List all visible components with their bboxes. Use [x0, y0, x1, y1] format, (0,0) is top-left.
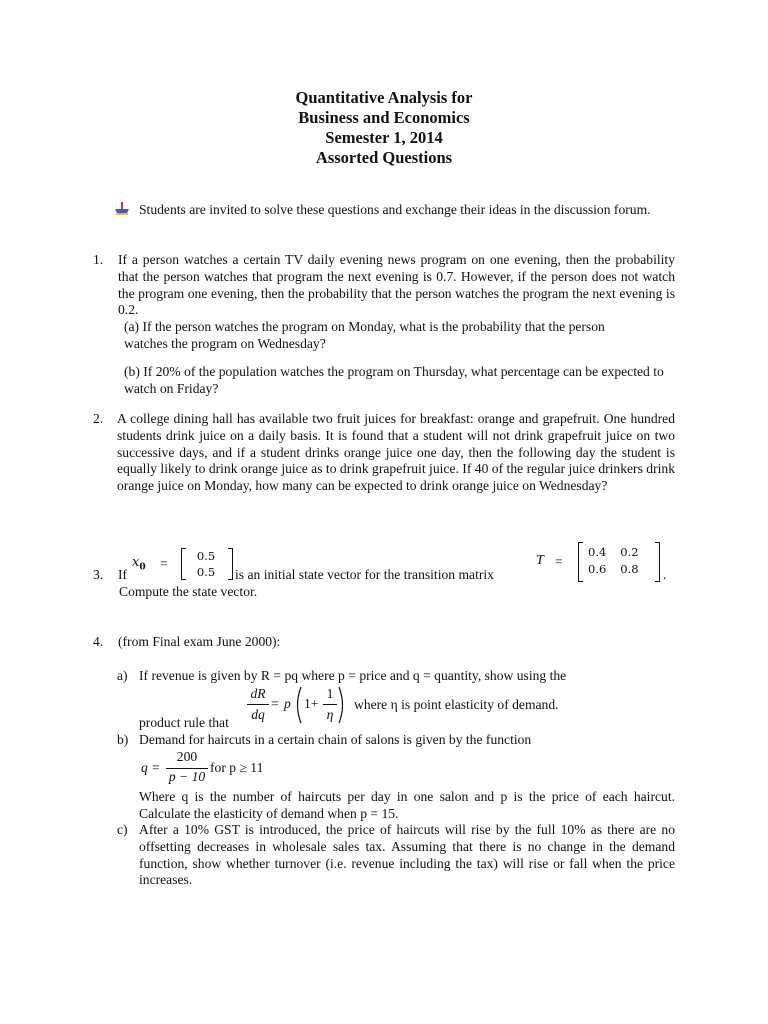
q1-text: If a person watches a certain TV daily evening news program on one evening, then the probability that the person watches that program the next evening is 0.7. However, if the person does not watch the program one evening, then the probability that the person watches the program the next evening is 0.2.: [118, 252, 675, 318]
q2-number: 2.: [93, 411, 104, 426]
document-title: [0, 88, 768, 168]
q4a-text: If revenue is given by R = pq where p = price and q = quantity, show using the: [139, 668, 567, 683]
q4b-text2: Where q is the number of haircuts per day in one salon and p is the price of each haircut. Calculate the elasticity of demand when p = 15.: [139, 789, 675, 821]
q4a-tail: product rule that: [139, 715, 229, 730]
q4c-text: After a 10% GST is introduced, the price of haircuts will rise by the full 10% as there are no offsetting decreases in wholesale sales tax. Assuming that there is no change in the demand function, show whether turnover (i.e. revenue including the tax) will rise or fall when the price increases.: [139, 822, 675, 888]
title-line-3: Semester 1, 2014: [325, 128, 443, 147]
q1-part-b: (b) If 20% of the population watches the program on Thursday, what percentage can be expected to watch on Friday?: [124, 364, 664, 396]
t-right-bracket: [655, 542, 660, 582]
title-line-1: Quantitative Analysis for: [295, 88, 473, 107]
q4-heading: (from Final exam June 2000):: [118, 634, 281, 649]
t-left-bracket: [578, 542, 583, 582]
q4a-inner-den: η: [326, 707, 334, 722]
q4b-numerator: 200: [176, 749, 198, 764]
q4a-dr: dR: [250, 686, 266, 701]
q3-x0-equals: =: [160, 556, 168, 571]
t-matrix: [588, 544, 639, 578]
q4b-denominator: p − 10: [168, 769, 206, 784]
q4a-fraction-bar: [247, 704, 269, 705]
q3-number: 3.: [93, 567, 104, 582]
q4b-text: Demand for haircuts in a certain chain of salons is given by the function: [139, 732, 532, 747]
q3-x0: $x_0$: [132, 555, 146, 573]
q4a-p: p: [284, 696, 291, 711]
q3-if: If: [118, 567, 128, 582]
bullet-pointer-icon: [114, 201, 130, 217]
q4c-label: c): [117, 822, 128, 837]
q4a-left-paren: [294, 686, 302, 724]
x0-left-bracket: [181, 548, 186, 580]
q1-part-a: (a) If the person watches the program on Monday, what is the probability that the person watches the program on Wednesday?: [124, 319, 605, 351]
q1-number: 1.: [93, 252, 104, 267]
q4-number: 4.: [93, 634, 104, 649]
q3-line2: Compute the state vector.: [119, 584, 258, 599]
q4a-equals: =: [271, 696, 279, 711]
x0-right-bracket: [228, 548, 233, 580]
q4a-where: where η is point elasticity of demand.: [354, 697, 559, 712]
t-matrix-cell: 0.2: [620, 545, 639, 559]
q3-t-equals: =: [555, 554, 563, 569]
q4a-dq: dq: [251, 707, 265, 722]
intro-text: Students are invited to solve these questions and exchange their ideas in the discussion forum.: [139, 202, 651, 217]
q4a-inner-bar: [323, 704, 337, 705]
t-matrix-cell: 0.4: [588, 545, 607, 559]
q3-middle-text: is an initial state vector for the transition matrix: [235, 567, 494, 582]
x0-vector: [191, 548, 221, 580]
q4b-q: q: [141, 760, 148, 775]
x0-vector-entry: 0.5: [196, 549, 216, 563]
q4b-condition: for p ≥ 11: [210, 760, 264, 775]
title-line-2: Business and Economics: [298, 108, 470, 127]
x0-vector-entry: 0.5: [196, 565, 216, 579]
q4a-label: a): [117, 668, 128, 683]
q4a-one-plus: 1+: [304, 696, 319, 711]
q4b-equals: =: [152, 760, 160, 775]
q4a-right-paren: [338, 686, 346, 724]
q2-text: A college dining hall has available two fruit juices for breakfast: orange and grapefruit. One hundred students drink juice on a daily basis. It is found that a student will not drink grapefruit juice on two successive days, and if a student drinks orange juice one day, then the following day the student is equally likely to drink orange juice as to drink grapefruit juice. If 40 of the regular juice drinkers drink orange juice on Monday, how many can be expected to drink orange juice on Wednesday?: [117, 411, 675, 494]
q4a-inner-num: 1: [326, 686, 334, 701]
title-line-4: Assorted Questions: [315, 148, 453, 167]
q4b-label: b): [117, 732, 129, 747]
q3-t-label: T: [536, 553, 544, 568]
t-matrix-cell: 0.6: [588, 562, 607, 576]
q3-end-period: .: [663, 567, 667, 582]
t-matrix-cell: 0.8: [620, 562, 639, 576]
